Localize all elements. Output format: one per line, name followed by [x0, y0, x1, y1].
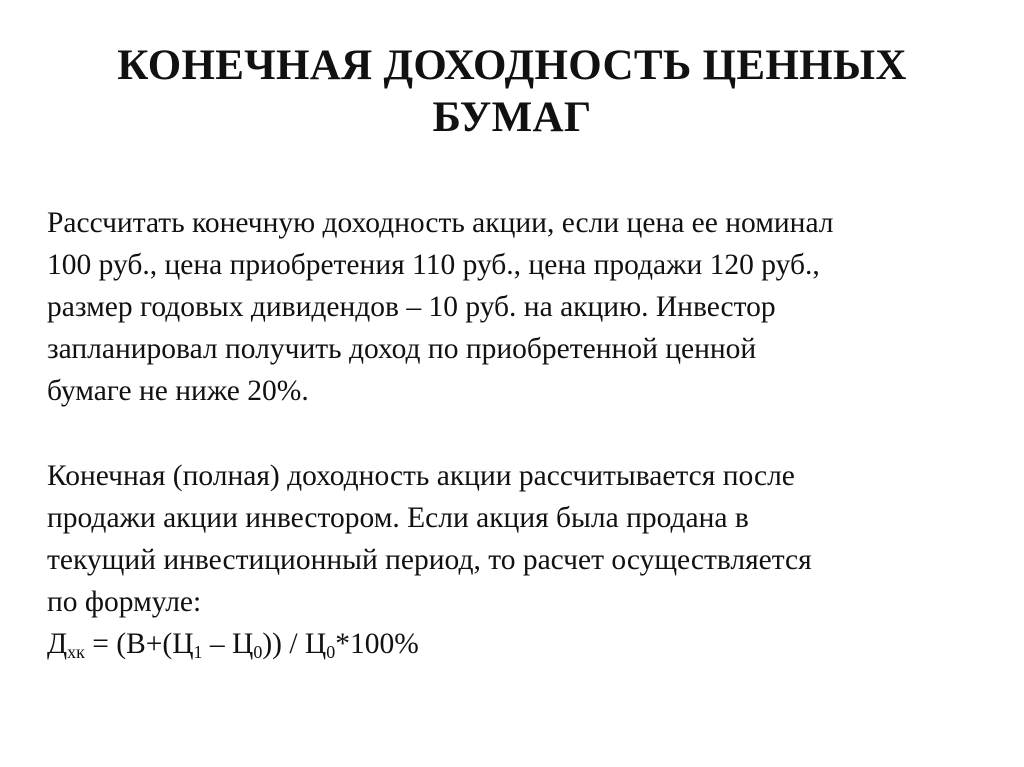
formula-d: Д — [47, 628, 68, 660]
task-line: запланировал получить доход по приобретенной ценной — [47, 333, 757, 365]
formula-part-2: – Ц — [202, 628, 254, 660]
slide-title — [60, 40, 964, 144]
explanation-line: Конечная (полная) доходность акции рассчитывается после — [47, 460, 795, 492]
task-line: размер годовых дивидендов – 10 руб. на акцию. Инвестор — [47, 291, 776, 323]
formula-part-4: *100% — [335, 628, 419, 660]
formula-d-subscript: хк — [67, 642, 85, 662]
formula-part-3: )) / Ц — [262, 628, 327, 660]
task-line: бумаге не ниже 20%. — [47, 375, 309, 407]
task-paragraph — [47, 202, 987, 412]
explanation-line: текущий инвестиционный период, то расчет осуществляется — [47, 544, 812, 576]
formula-c0-subscript: 0 — [253, 642, 263, 662]
explanation-line: продажи акции инвестором. Если акция была продана в — [47, 502, 749, 534]
task-line: 100 руб., цена приобретения 110 руб., цена продажи 120 руб., — [47, 249, 820, 281]
explanation-line: по формуле: — [47, 586, 202, 618]
formula-c1-subscript: 1 — [193, 642, 203, 662]
slide-title-line-1: КОНЕЧНАЯ ДОХОДНОСТЬ ЦЕННЫХ — [117, 42, 907, 89]
formula-c0-subscript-2: 0 — [326, 642, 336, 662]
yield-formula — [47, 623, 987, 665]
slide-title-line-2: БУМАГ — [432, 94, 592, 141]
task-line: Рассчитать конечную доходность акции, если цена ее номинал — [47, 207, 834, 239]
explanation-paragraph — [47, 455, 987, 665]
formula-part-1: = (В+(Ц — [84, 628, 194, 660]
